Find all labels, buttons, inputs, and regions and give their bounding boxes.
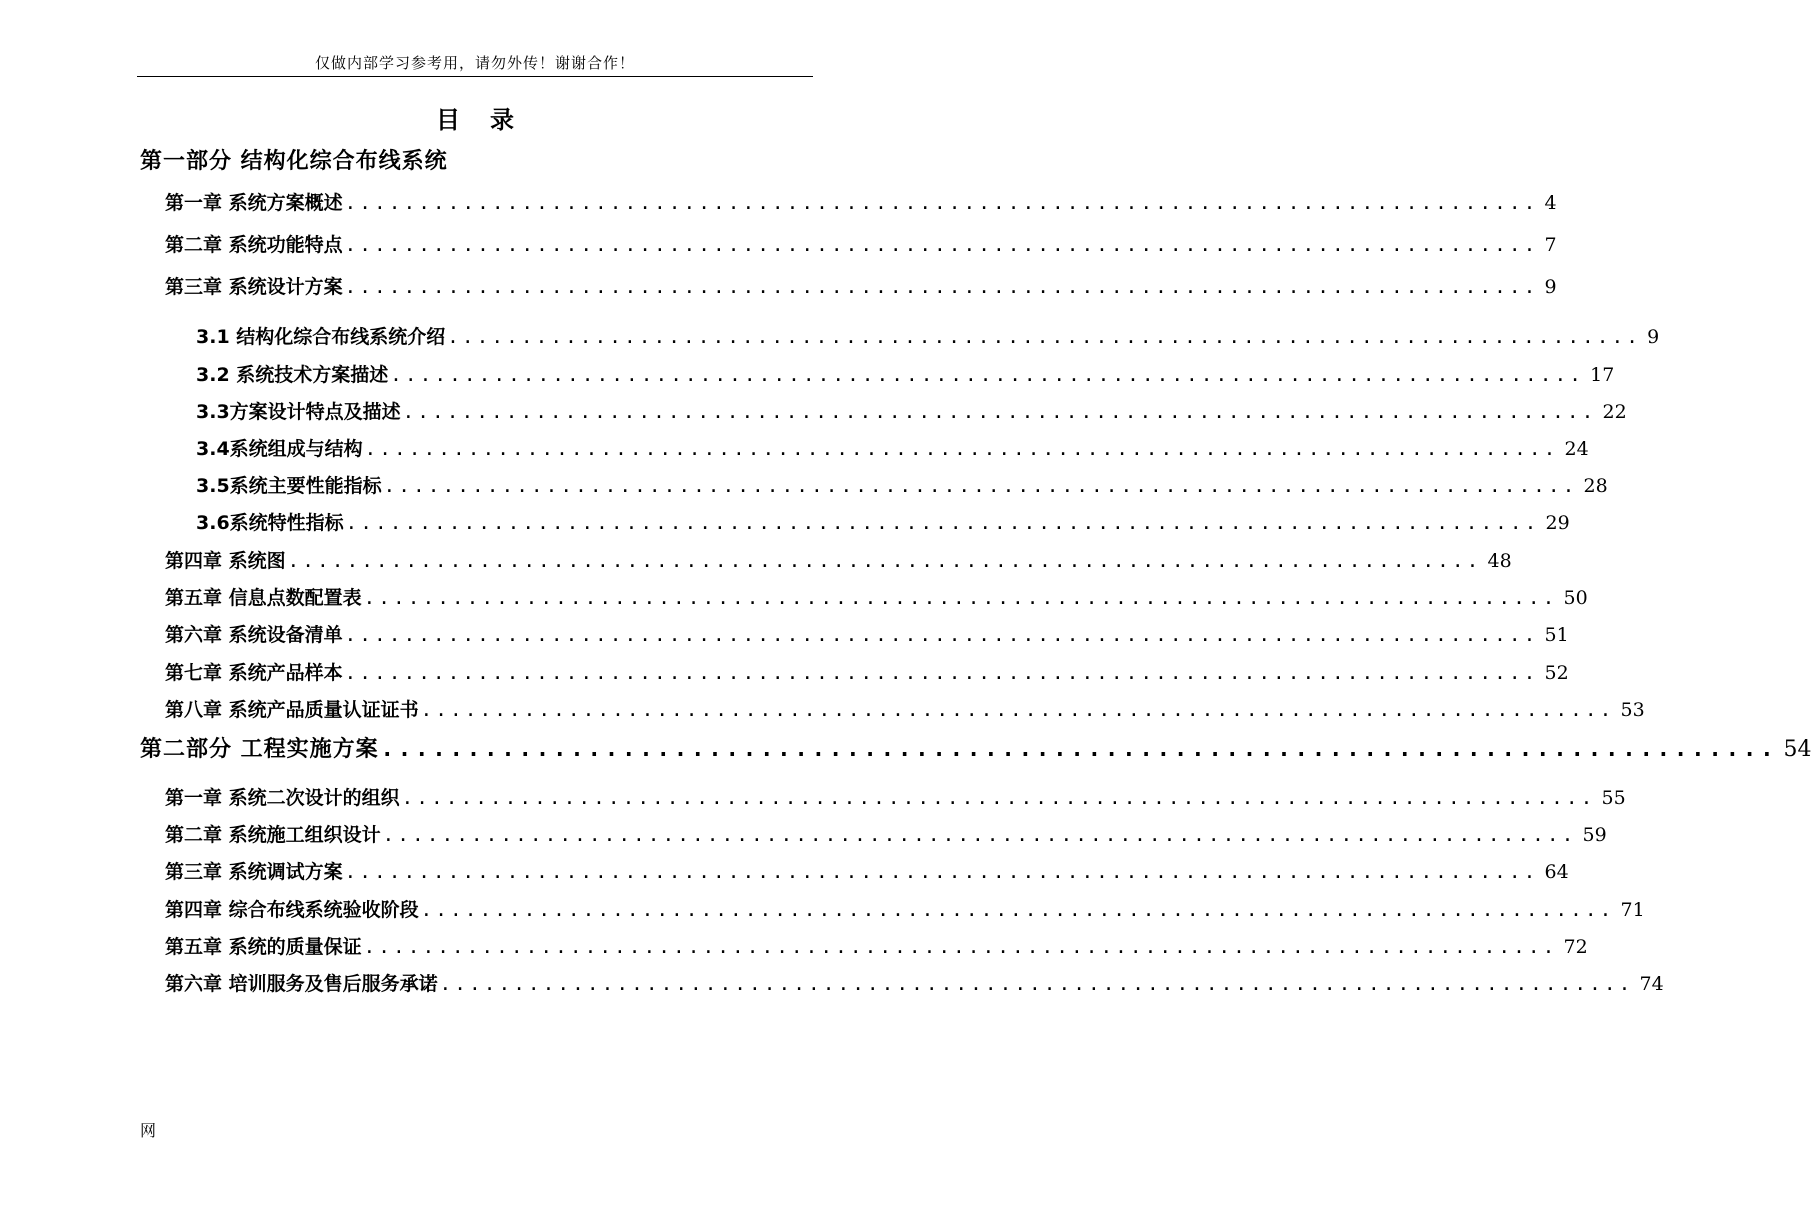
toc-entry-page: 53	[1620, 699, 1645, 721]
toc-entry-page: 72	[1563, 936, 1588, 958]
toc-entry-page: 4	[1544, 192, 1557, 214]
toc-entry-page: 9	[1544, 276, 1557, 298]
toc-entry-page: 71	[1620, 899, 1645, 921]
toc-leader-dots: .................................................................................	[382, 824, 1577, 846]
toc-entry-page: 59	[1582, 824, 1607, 846]
toc-entry-ch1-3[interactable]	[165, 272, 1557, 299]
toc-entry-s3-2[interactable]	[196, 360, 1615, 387]
toc-entry-label: 3.2 系统技术方案描述	[196, 364, 389, 386]
toc-entry-label: 第二章 系统施工组织设计	[165, 824, 381, 846]
toc-entry-s3-3[interactable]	[196, 397, 1627, 424]
toc-leader-dots: .................................................................................	[401, 787, 1596, 809]
toc-entry-label: 第四章 系统图	[165, 550, 286, 572]
toc-entry-label: 第三章 系统设计方案	[165, 276, 343, 298]
toc-entry-page: 51	[1544, 624, 1569, 646]
toc-entry-s3-5[interactable]	[196, 471, 1608, 498]
page-footer-text: 网	[140, 1121, 157, 1140]
toc-entry-label: 第七章 系统产品样本	[165, 662, 343, 684]
toc-entry-ch2-1[interactable]	[165, 783, 1626, 810]
toc-part-1[interactable]	[140, 144, 800, 175]
toc-leader-dots: .................................................................................	[344, 861, 1539, 883]
toc-leader-dots: .................................................................................	[380, 737, 1778, 762]
toc-entry-ch2-3[interactable]	[165, 857, 1569, 884]
toc-entry-page: 74	[1639, 973, 1664, 995]
toc-entry-label: 第四章 综合布线系统验收阶段	[165, 899, 419, 921]
toc-leader-dots: .................................................................................	[363, 587, 1558, 609]
toc-entry-label: 第二章 系统功能特点	[165, 234, 343, 256]
toc-entry-label: 第三章 系统调试方案	[165, 861, 343, 883]
toc-leader-dots: .................................................................................	[344, 234, 1539, 256]
toc-part-2[interactable]	[140, 732, 1812, 763]
toc-leader-dots: .................................................................................	[364, 438, 1559, 460]
toc-entry-label: 第八章 系统产品质量认证证书	[165, 699, 419, 721]
toc-leader-dots: .................................................................................	[345, 512, 1540, 534]
toc-leader-dots: .................................................................................	[363, 936, 1558, 958]
toc-entry-label: 第五章 系统的质量保证	[165, 936, 362, 958]
toc-entry-page: 7	[1544, 234, 1557, 256]
toc-leader-dots: .................................................................................	[420, 899, 1615, 921]
toc-entry-ch1-4[interactable]	[165, 546, 1512, 573]
toc-entry-page: 24	[1564, 438, 1589, 460]
toc-entry-ch2-4[interactable]	[165, 895, 1645, 922]
header-divider	[137, 76, 813, 77]
toc-leader-dots: .................................................................................	[344, 624, 1539, 646]
toc-entry-ch1-5[interactable]	[165, 583, 1588, 610]
toc-title	[0, 100, 950, 135]
toc-entry-label: 第一章 系统方案概述	[165, 192, 343, 214]
toc-entry-ch1-1[interactable]	[165, 188, 1557, 215]
toc-entry-s3-1[interactable]	[196, 322, 1660, 349]
toc-entry-label: 第一章 系统二次设计的组织	[165, 787, 400, 809]
toc-entry-page: 52	[1544, 662, 1569, 684]
toc-leader-dots: .................................................................................	[390, 364, 1585, 386]
toc-entry-page: 22	[1602, 401, 1627, 423]
toc-part-1-label: 第一部分 结构化综合布线系统	[140, 149, 448, 174]
toc-leader-dots: .................................................................................	[344, 662, 1539, 684]
toc-entry-label: 3.4系统组成与结构	[196, 438, 363, 460]
toc-leader-dots: .................................................................................	[447, 326, 1642, 348]
toc-entry-page: 55	[1601, 787, 1626, 809]
toc-entry-ch2-6[interactable]	[165, 969, 1664, 996]
toc-leader-dots: .................................................................................	[402, 401, 1597, 423]
toc-entry-page: 48	[1487, 550, 1512, 572]
toc-title-char-2: 录	[490, 106, 514, 134]
toc-entry-ch2-2[interactable]	[165, 820, 1607, 847]
toc-entry-page: 54	[1783, 737, 1812, 762]
toc-entry-ch1-7[interactable]	[165, 658, 1569, 685]
toc-entry-ch2-5[interactable]	[165, 932, 1588, 959]
toc-entry-s3-4[interactable]	[196, 434, 1589, 461]
toc-entry-page: 64	[1544, 861, 1569, 883]
toc-leader-dots: .................................................................................	[344, 192, 1539, 214]
toc-entry-label: 3.1 结构化综合布线系统介绍	[196, 326, 446, 348]
toc-entry-page: 29	[1545, 512, 1570, 534]
toc-entry-label: 第五章 信息点数配置表	[165, 587, 362, 609]
toc-entry-s3-6[interactable]	[196, 508, 1570, 535]
toc-title-char-1: 目	[436, 106, 460, 134]
toc-entry-page: 9	[1647, 326, 1660, 348]
toc-leader-dots: .................................................................................	[420, 699, 1615, 721]
toc-part-2-label: 第二部分 工程实施方案	[140, 737, 379, 762]
toc-entry-ch1-6[interactable]	[165, 620, 1569, 647]
toc-leader-dots: .................................................................................	[344, 276, 1539, 298]
toc-entry-page: 28	[1583, 475, 1608, 497]
toc-entry-label: 第六章 培训服务及售后服务承诺	[165, 973, 438, 995]
toc-entry-ch1-2[interactable]	[165, 230, 1557, 257]
toc-leader-dots: .................................................................................	[383, 475, 1578, 497]
toc-entry-label: 3.3方案设计特点及描述	[196, 401, 401, 423]
page-header-note: 仅做内部学习参考用，请勿外传！谢谢合作！	[314, 54, 635, 72]
toc-entry-label: 3.6系统特性指标	[196, 512, 344, 534]
toc-leader-dots: .................................................................................	[439, 973, 1634, 995]
toc-leader-dots: .................................................................................	[287, 550, 1482, 572]
toc-entry-label: 3.5系统主要性能指标	[196, 475, 382, 497]
toc-entry-page: 50	[1563, 587, 1588, 609]
toc-entry-ch1-8[interactable]	[165, 695, 1645, 722]
toc-entry-page: 17	[1590, 364, 1615, 386]
toc-entry-label: 第六章 系统设备清单	[165, 624, 343, 646]
